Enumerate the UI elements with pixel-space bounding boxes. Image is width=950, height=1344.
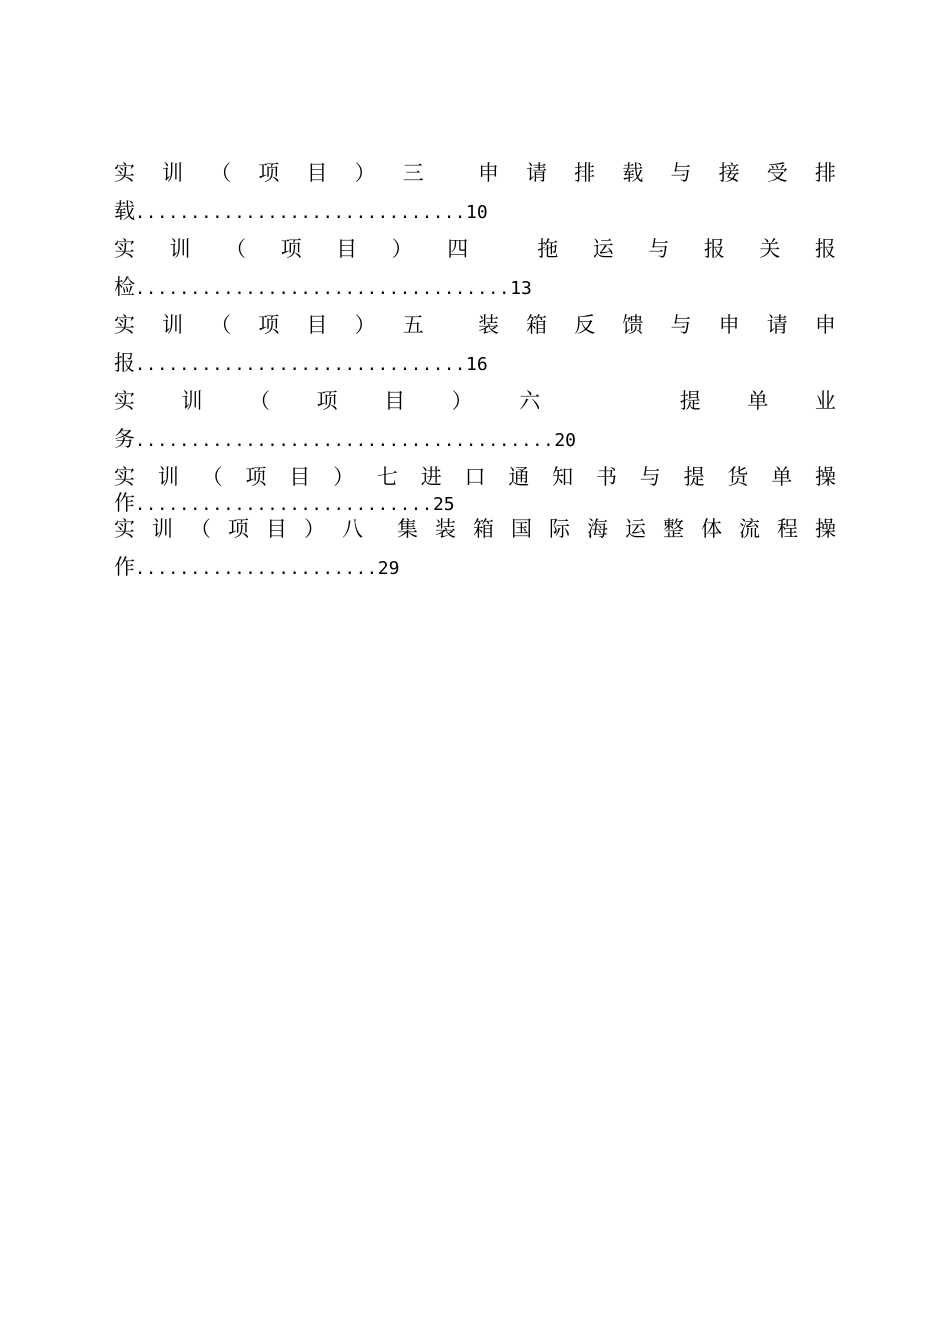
glyph: 目	[266, 517, 287, 541]
page-number: 13	[510, 278, 532, 299]
dot-leader: ......................	[135, 559, 378, 579]
glyph: 体	[701, 517, 722, 541]
glyph: 三	[402, 161, 424, 185]
glyph: （	[190, 517, 211, 541]
glyph: 箱	[473, 517, 494, 541]
glyph: 排	[814, 161, 836, 185]
glyph: 程	[777, 517, 798, 541]
glyph: 海	[587, 517, 608, 541]
glyph: 训	[157, 465, 179, 489]
glyph: 单	[771, 465, 793, 489]
toc-entry-5[interactable]	[114, 310, 836, 378]
glyph: 训	[162, 313, 184, 337]
glyph: 受	[766, 161, 788, 185]
glyph: （	[249, 389, 271, 413]
glyph: 实	[114, 313, 135, 337]
glyph: 流	[739, 517, 760, 541]
page-number: 29	[377, 558, 400, 579]
glyph: 装	[478, 313, 499, 337]
toc-entry-title-tail: 务	[114, 427, 135, 451]
glyph: 七	[376, 465, 398, 489]
toc-entry-title-line	[114, 310, 836, 340]
glyph: 际	[549, 517, 570, 541]
glyph: 申	[718, 313, 740, 337]
glyph: （	[210, 313, 232, 337]
glyph: 报	[703, 237, 725, 261]
glyph: 运	[592, 237, 614, 261]
glyph: 六	[519, 389, 541, 413]
toc-entry-8[interactable]	[114, 514, 836, 582]
glyph: 训	[152, 517, 173, 541]
glyph: ）	[354, 313, 376, 337]
toc-entry-page-line	[114, 196, 836, 226]
glyph: 接	[718, 161, 740, 185]
glyph: 国	[511, 517, 532, 541]
glyph: ）	[333, 465, 355, 489]
glyph: 箱	[526, 313, 548, 337]
glyph: 实	[114, 237, 135, 261]
toc-entry-title-tail: 载	[114, 199, 135, 223]
dot-leader: ..................................	[135, 279, 511, 299]
glyph: 与	[648, 237, 670, 261]
dot-leader: ......................................	[135, 431, 555, 451]
toc-entry-7[interactable]	[114, 462, 836, 518]
glyph: 装	[435, 517, 456, 541]
glyph: 单	[747, 389, 769, 413]
table-of-contents	[114, 158, 836, 582]
glyph: （	[210, 161, 232, 185]
glyph: 通	[508, 465, 530, 489]
page-number: 16	[466, 354, 488, 375]
glyph: 反	[574, 313, 596, 337]
glyph: 项	[258, 313, 280, 337]
glyph: 与	[670, 161, 692, 185]
toc-entry-title-tail: 检	[114, 275, 135, 299]
toc-entry-title-tail: 作	[114, 555, 135, 579]
glyph: 报	[814, 237, 836, 261]
page-number: 25	[432, 494, 455, 515]
glyph: 操	[815, 465, 836, 489]
dot-leader: ..............................	[135, 355, 467, 375]
glyph: 项	[280, 237, 302, 261]
glyph: 请	[526, 161, 548, 185]
glyph: （	[201, 465, 223, 489]
glyph: 集	[397, 517, 418, 541]
glyph: 提	[679, 389, 701, 413]
glyph: 整	[663, 517, 684, 541]
glyph: 目	[289, 465, 311, 489]
toc-entry-4[interactable]	[114, 234, 836, 302]
page-number: 20	[554, 430, 577, 451]
glyph: 排	[574, 161, 596, 185]
glyph: 实	[114, 465, 135, 489]
glyph: ）	[304, 517, 325, 541]
glyph: 训	[162, 161, 184, 185]
glyph: 申	[478, 161, 499, 185]
glyph: 目	[384, 389, 406, 413]
glyph: 与	[670, 313, 692, 337]
glyph: 训	[169, 237, 191, 261]
glyph: 拖	[537, 237, 559, 261]
glyph: 请	[766, 313, 788, 337]
toc-entry-title-line	[114, 234, 836, 264]
glyph: 实	[114, 389, 135, 413]
toc-entry-title-tail: 作	[114, 491, 135, 515]
toc-entry-page-line	[114, 552, 836, 582]
glyph: ）	[354, 161, 376, 185]
glyph: 书	[595, 465, 617, 489]
glyph: 实	[114, 161, 135, 185]
toc-entry-page-line	[114, 348, 836, 378]
toc-entry-title-line	[114, 514, 836, 544]
glyph: 业	[814, 389, 836, 413]
page-number: 10	[466, 202, 488, 223]
glyph: 目	[336, 237, 358, 261]
glyph: 目	[306, 161, 328, 185]
glyph: 提	[683, 465, 705, 489]
dot-leader: ..............................	[135, 203, 467, 223]
glyph: ）	[451, 389, 473, 413]
toc-entry-title-line	[114, 158, 836, 188]
glyph: 项	[228, 517, 249, 541]
glyph: 知	[552, 465, 574, 489]
glyph: 关	[759, 237, 781, 261]
glyph: ）	[391, 237, 413, 261]
glyph: 项	[245, 465, 267, 489]
glyph: 目	[306, 313, 328, 337]
glyph: 训	[181, 389, 203, 413]
glyph: 项	[258, 161, 280, 185]
glyph: 运	[625, 517, 646, 541]
glyph: 项	[316, 389, 338, 413]
toc-entry-title-tail: 报	[114, 351, 135, 375]
toc-entry-3[interactable]	[114, 158, 836, 226]
glyph: 载	[622, 161, 644, 185]
glyph: 操	[815, 517, 836, 541]
glyph: 申	[814, 313, 836, 337]
toc-entry-6[interactable]	[114, 386, 836, 454]
toc-entry-title-line	[114, 386, 836, 416]
glyph: 货	[727, 465, 749, 489]
glyph: 与	[639, 465, 661, 489]
glyph: 馈	[622, 313, 644, 337]
glyph: 实	[114, 517, 135, 541]
toc-entry-page-line	[114, 272, 836, 302]
glyph: 进	[420, 465, 442, 489]
glyph: 口	[464, 465, 486, 489]
dot-leader: ...........................	[135, 495, 433, 515]
glyph: 四	[447, 237, 469, 261]
toc-entry-page-line	[114, 424, 836, 454]
glyph: 八	[342, 517, 363, 541]
glyph: 五	[402, 313, 424, 337]
glyph: （	[225, 237, 247, 261]
